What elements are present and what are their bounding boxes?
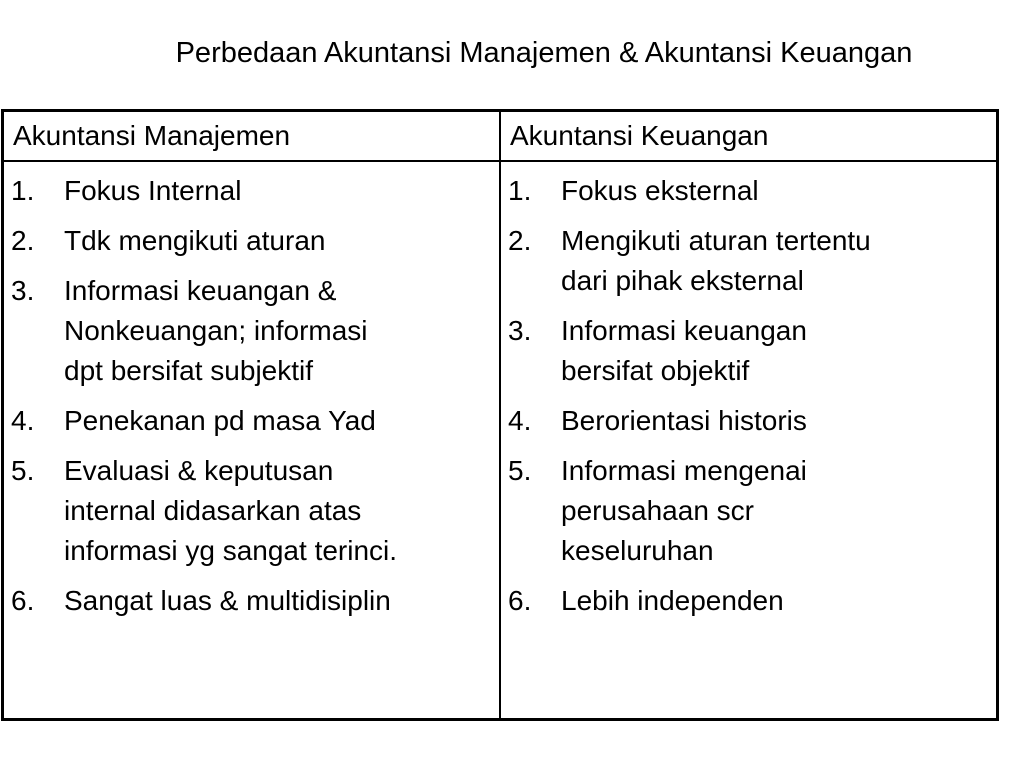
list-item	[501, 221, 996, 301]
list-item	[501, 311, 996, 391]
column-header-financial-accounting: Akuntansi Keuangan	[501, 112, 996, 162]
list-item-line: dpt bersifat subjektif	[64, 355, 314, 386]
list-item-line: internal didasarkan atas	[64, 495, 362, 526]
list-item	[501, 401, 996, 441]
column-header-management-accounting: Akuntansi Manajemen	[4, 112, 501, 162]
list-item	[501, 451, 996, 571]
list-item-number: 2.	[11, 225, 35, 256]
comparison-table	[1, 109, 999, 721]
list-item	[4, 171, 499, 211]
list-item	[501, 171, 996, 211]
list-item	[4, 401, 499, 441]
list-item-text	[64, 451, 499, 571]
list-item-line: Berorientasi historis	[561, 405, 807, 436]
list-item-line: informasi yg sangat terinci.	[64, 535, 398, 566]
list-item	[4, 271, 499, 391]
page-title: Perbedaan Akuntansi Manajemen & Akuntansi Keuangan	[175, 37, 913, 69]
list-item-number: 1.	[508, 175, 532, 206]
list-item-number: 3.	[11, 275, 35, 306]
list-item-text	[64, 221, 499, 261]
list-item-line: Sangat luas & multidisiplin	[64, 585, 391, 616]
list-item-line: perusahaan scr	[561, 495, 755, 526]
list-item-number: 5.	[508, 455, 532, 486]
list-item	[4, 451, 499, 571]
list-item-line: Lebih independen	[561, 585, 784, 616]
list-item-line: Informasi keuangan	[561, 315, 807, 346]
list-item-text	[561, 311, 996, 391]
list-item-text	[561, 581, 996, 621]
list-item-number: 3.	[508, 315, 532, 346]
financial-accounting-list	[501, 162, 996, 718]
list-item-text	[64, 401, 499, 441]
list-item-line: Fokus eksternal	[561, 175, 759, 206]
list-item-line: Nonkeuangan; informasi	[64, 315, 368, 346]
list-item-text	[561, 221, 996, 301]
list-item-text	[64, 581, 499, 621]
list-item	[4, 581, 499, 621]
management-accounting-list	[4, 162, 501, 718]
list-item-line: Informasi keuangan &	[64, 275, 337, 306]
list-item-line: Mengikuti aturan tertentu	[561, 225, 871, 256]
list-item-line: bersifat objektif	[561, 355, 750, 386]
list-item-text	[561, 451, 996, 571]
list-item-line: Tdk mengikuti aturan	[64, 225, 326, 256]
list-item-number: 1.	[11, 175, 35, 206]
list-item-text	[561, 171, 996, 211]
list-item-number: 4.	[11, 405, 35, 436]
list-item-number: 6.	[11, 585, 35, 616]
list-item-number: 4.	[508, 405, 532, 436]
list-item-line: keseluruhan	[561, 535, 714, 566]
list-item-line: Evaluasi & keputusan	[64, 455, 334, 486]
list-item-line: dari pihak eksternal	[561, 265, 804, 296]
list-item-number: 2.	[508, 225, 532, 256]
list-item-line: Penekanan pd masa Yad	[64, 405, 376, 436]
list-item	[4, 221, 499, 261]
list-item-line: Informasi mengenai	[561, 455, 807, 486]
list-item-text	[561, 401, 996, 441]
list-item	[501, 581, 996, 621]
list-item-line: Fokus Internal	[64, 175, 242, 206]
list-item-number: 6.	[508, 585, 532, 616]
list-item-text	[64, 271, 499, 391]
list-item-text	[64, 171, 499, 211]
list-item-number: 5.	[11, 455, 35, 486]
